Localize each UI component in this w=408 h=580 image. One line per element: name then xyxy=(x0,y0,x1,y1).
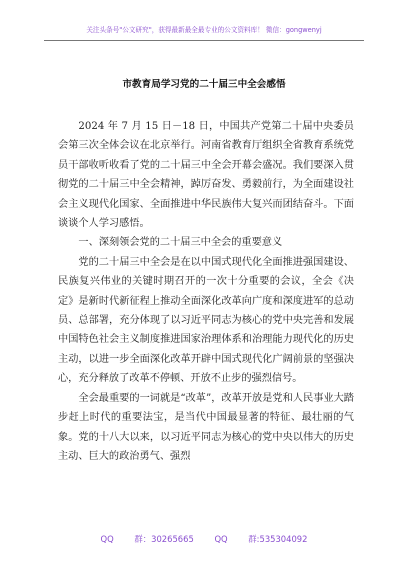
footer-qq-group-1: QQ 群：30265665 xyxy=(100,534,194,544)
body-paragraph: 全会最重要的一词就是“改革”，改革开放是党和人民事业大踏步赶上时代的重要法宝，是当代中国最显著的特征、最壮丽的气象。党的十八大以来，以习近平同志为核心的党中央以伟大的历史主动、巨大的政治勇气、强烈 xyxy=(58,392,354,462)
intro-paragraph: 2024 年 7 月 15 日－18 日，中国共产党第二十届中央委员会第三次全体会议在北京举行。河南省教育厅组织全省教育系统党员干部收听收看了党的二十届三中全会开幕会盛况。我们要深入贯彻党的二十届三中全会精神，踔厉奋发、勇毅前行，为全面建设社会主义现代化国家、全面推进中华民族伟大复兴而团结奋斗。下面谈谈个人学习感悟。 xyxy=(58,121,354,230)
header-divider xyxy=(44,40,364,41)
footer-contact xyxy=(0,533,408,545)
document-title: 市教育局学习党的二十届三中全会感悟 xyxy=(122,79,286,90)
section-heading: 一、深刻领会党的二十届三中全会的重要意义 xyxy=(78,237,283,249)
document-body xyxy=(58,117,354,466)
body-paragraph: 党的二十届三中全会是在以中国式现代化全面推进强国建设、民族复兴伟业的关键时期召开的一次十分重要的会议，全会《决定》是新时代新征程上推动全面深化改革向广度和深度进军的总动员、总部署，充分体现了以习近平同志为核心的党中央完善和发展中国特色社会主义制度推进国家治理体系和治理能力现代化的历史主动，以进一步全面深化改革开辟中国式现代化广阔前景的坚强决心，充分释放了改革不停顿、开放不止步的强烈信号。 xyxy=(58,256,354,385)
footer-qq-group-2: QQ 群:535304092 xyxy=(214,534,308,544)
header-banner: 关注头条号"公文研究"，获得最新最全最专业的公文资料库！ 微信：gongwenyj xyxy=(86,26,322,34)
